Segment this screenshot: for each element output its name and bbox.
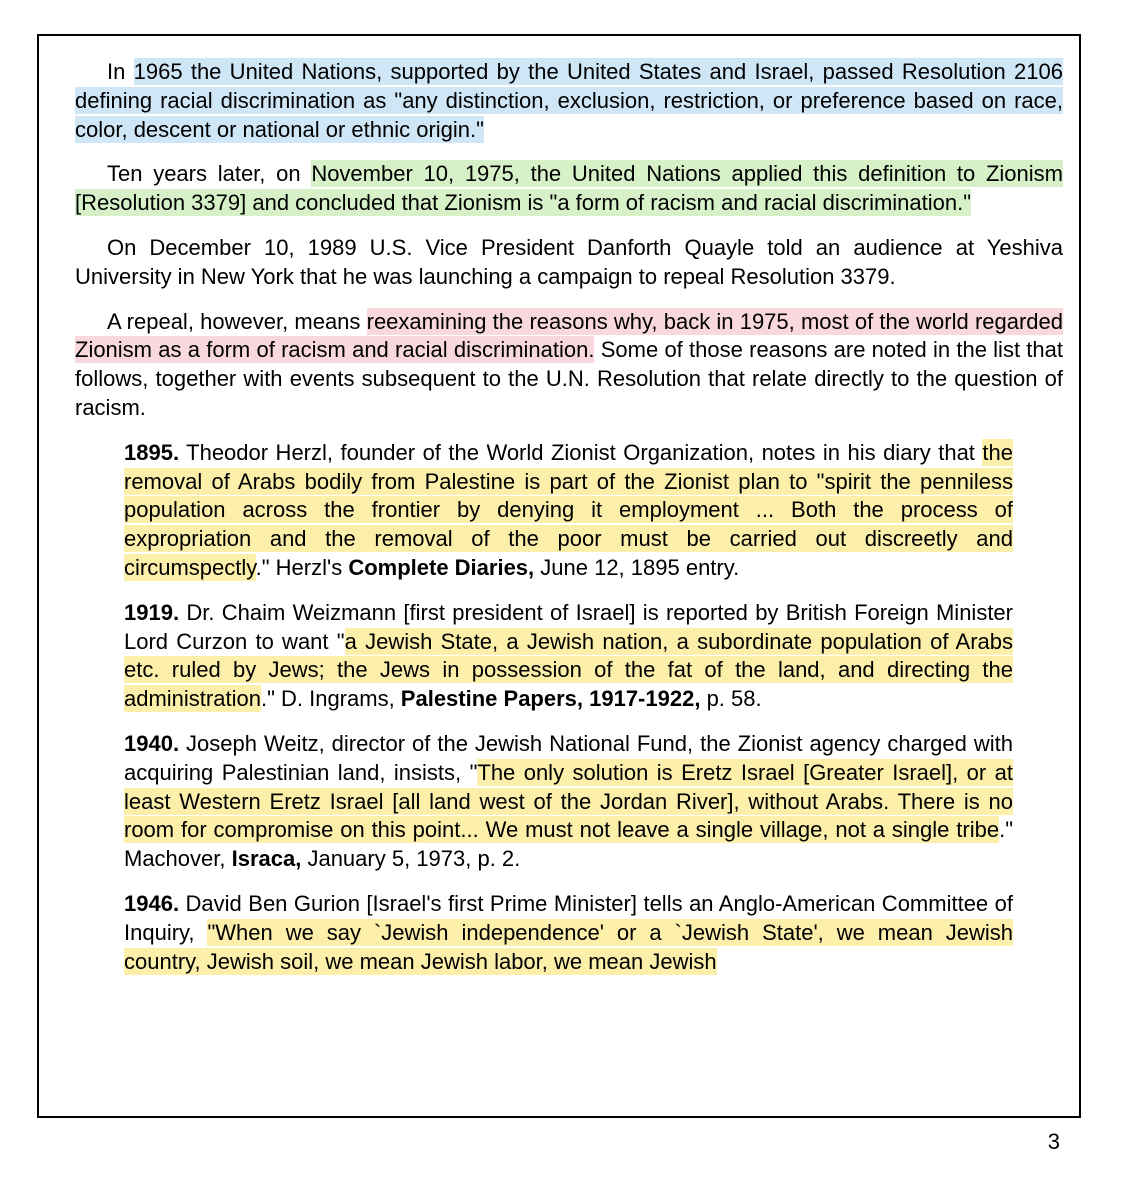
entry-source: Complete Diaries, <box>348 554 535 580</box>
entry-year: 1940. <box>124 730 180 756</box>
entry-text: ." D. Ingrams, <box>260 686 401 712</box>
highlighted-quote: The only solution is Eretz Israel [Greater Israel], or at least Western Eretz Israel [all land west of the Jordan River], without Arabs. There is no room for compromise on this point... We must not leave a single village, not a single tribe <box>124 759 1013 843</box>
entry-text: David Ben Gurion [Israel's first Prime Minister] tells an Anglo-American Committee of Inquiry, <box>124 890 1013 945</box>
entry-text: p. 58. <box>700 686 762 712</box>
entry-text: ." Herzl's <box>255 554 349 580</box>
highlighted-text-blue: 1965 the United Nations, supported by the United States and Israel, passed Resolution 2106 defining racial discrimination as "any distinction, exclusion, restriction, or preference based on race, color, descent or national or ethnic origin." <box>75 59 1063 142</box>
entry-1940 <box>124 730 1013 874</box>
document-body <box>75 58 1063 992</box>
entry-year: 1919. <box>124 599 180 625</box>
entry-text: ." Machover, <box>124 817 1013 872</box>
paragraph-text: A repeal, however, means <box>107 308 367 334</box>
entry-text: Joseph Weitz, director of the Jewish National Fund, the Zionist agency charged with acquiring Palestinian land, insists, " <box>124 730 1013 785</box>
page-number: 3 <box>1047 1129 1060 1154</box>
entry-source: Palestine Papers, 1917-1922, <box>400 686 701 712</box>
entry-1895 <box>124 439 1013 583</box>
highlighted-text-pink: reexamining the reasons why, back in 1975, most of the world regarded Zionism as a form of racism and racial discrimination. <box>75 308 1064 363</box>
paragraph-text: Ten years later, on <box>107 161 312 187</box>
highlighted-quote: "When we say `Jewish independence' or a `Jewish State', we mean Jewish country, Jewish soil, we mean Jewish labor, we mean Jewish <box>124 919 1014 974</box>
page-frame <box>37 34 1081 1118</box>
paragraph-text: On December 10, 1989 U.S. Vice President Danforth Quayle told an audience at Yeshiva University in New York that he was launching a campaign to repeal Resolution 3379. <box>75 234 1063 289</box>
entry-year: 1895. <box>124 439 180 465</box>
entry-year: 1946. <box>124 890 180 916</box>
highlighted-quote: the removal of Arabs bodily from Palestine is part of the Zionist plan to "spirit the penniless population across the frontier by denying it employment ... Both the process of expropriation and the removal of the poor must be carried out discreetly and circumspectly <box>124 439 1013 580</box>
entry-1919 <box>124 599 1013 714</box>
entry-1946 <box>124 890 1013 976</box>
paragraph-text: In <box>107 59 134 84</box>
paragraph-resolution-3379 <box>75 160 1063 218</box>
paragraph-text: Some of those reasons are noted in the list that follows, together with events subsequent to the U.N. Resolution that relate directly to the question of racism. <box>75 337 1064 420</box>
highlighted-quote: a Jewish State, a Jewish nation, a subordinate population of Arabs etc. ruled by Jews; the Jews in possession of the fat of the land, and directing the administration <box>124 628 1013 712</box>
entry-source: Israca, <box>231 846 302 872</box>
highlighted-text-green: November 10, 1975, the United Nations applied this definition to Zionism [Resolution 3379] and concluded that Zionism is "a form of racism and racial discrimination." <box>75 161 1063 216</box>
chronology-list <box>124 439 1013 977</box>
entry-text: Dr. Chaim Weizmann [first president of Israel] is reported by British Foreign Minister Lord Curzon to want " <box>124 599 1013 654</box>
entry-text: Theodor Herzl, founder of the World Zionist Organization, notes in his diary that <box>179 439 983 465</box>
paragraph-quayle <box>75 234 1063 292</box>
paragraph-resolution-2106 <box>75 58 1063 144</box>
paragraph-repeal <box>75 308 1063 423</box>
entry-text: January 5, 1973, p. 2. <box>301 846 521 872</box>
entry-text: June 12, 1895 entry. <box>534 554 740 580</box>
